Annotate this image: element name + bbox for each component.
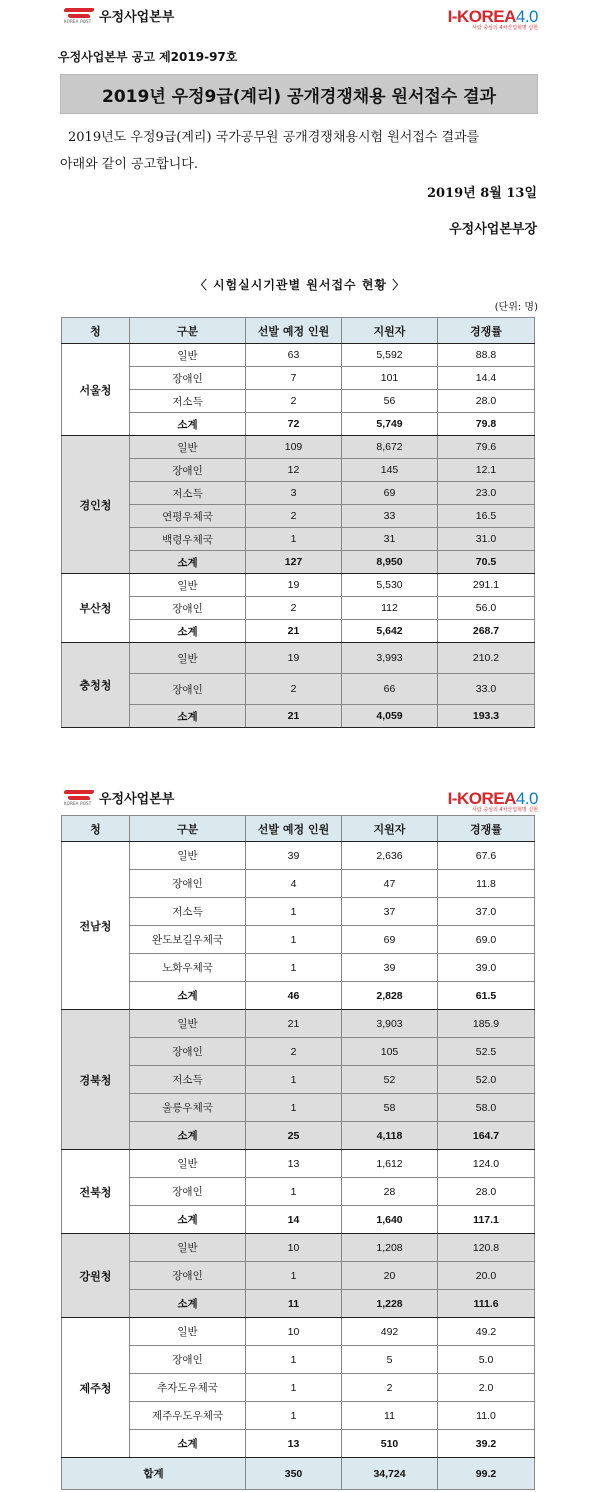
category-cell: 장애인	[130, 1178, 246, 1206]
ratio-cell: 164.7	[438, 1122, 535, 1150]
body-paragraph: 2019년도 우정9급(계리) 국가공무원 공개경쟁채용시험 원서접수 결과를 아래와 같이 공고합니다.	[60, 130, 480, 172]
quota-cell: 10	[246, 1318, 342, 1346]
total-ratio: 99.2	[438, 1458, 535, 1490]
quota-cell: 1	[246, 1066, 342, 1094]
quota-cell: 2	[246, 597, 342, 620]
ratio-cell: 23.0	[438, 482, 535, 505]
ratio-cell: 291.1	[438, 574, 535, 597]
ratio-cell: 11.8	[438, 870, 535, 898]
table-row	[62, 954, 535, 982]
quota-cell: 2	[246, 505, 342, 528]
table-row	[62, 1150, 535, 1178]
quota-cell: 13	[246, 1430, 342, 1458]
notice-number: 우정사업본부 공고 제2019-97호	[58, 50, 238, 64]
applicants-cell: 33	[342, 505, 438, 528]
category-cell: 장애인	[130, 597, 246, 620]
applicants-cell: 3,903	[342, 1010, 438, 1038]
quota-cell: 3	[246, 482, 342, 505]
quota-cell: 2	[246, 1038, 342, 1066]
category-cell: 저소득	[130, 1066, 246, 1094]
quota-cell: 21	[246, 620, 342, 643]
quota-cell: 1	[246, 1262, 342, 1290]
ratio-cell: 11.0	[438, 1402, 535, 1430]
quota-cell: 39	[246, 842, 342, 870]
ratio-cell: 56.0	[438, 597, 535, 620]
table-row	[62, 1402, 535, 1430]
ratio-cell: 120.8	[438, 1234, 535, 1262]
category-cell: 소계	[130, 1430, 246, 1458]
total-quota: 350	[246, 1458, 342, 1490]
applicants-cell: 69	[342, 482, 438, 505]
category-cell: 장애인	[130, 367, 246, 390]
applicants-cell: 37	[342, 898, 438, 926]
col-header-ratio: 경쟁률	[438, 318, 535, 344]
region-cell: 경인청	[62, 436, 130, 574]
table-row	[62, 459, 535, 482]
table-row	[62, 1374, 535, 1402]
applicants-cell: 510	[342, 1430, 438, 1458]
document-title: 2019년 우정9급(계리) 공개경쟁채용 원서접수 결과	[60, 74, 538, 114]
total-label: 합계	[62, 1458, 246, 1490]
quota-cell: 1	[246, 528, 342, 551]
ratio-cell: 193.3	[438, 705, 535, 728]
total-applicants: 34,724	[342, 1458, 438, 1490]
table-row	[62, 482, 535, 505]
subtotal-row	[62, 982, 535, 1010]
applicants-cell: 8,672	[342, 436, 438, 459]
ratio-cell: 185.9	[438, 1010, 535, 1038]
region-cell: 충청청	[62, 643, 130, 728]
ratio-cell: 28.0	[438, 390, 535, 413]
category-cell: 장애인	[130, 459, 246, 482]
applicants-cell: 1,640	[342, 1206, 438, 1234]
quota-cell: 1	[246, 1346, 342, 1374]
applicants-cell: 2,828	[342, 982, 438, 1010]
category-cell: 소계	[130, 705, 246, 728]
quota-cell: 1	[246, 1178, 342, 1206]
notice-date: 2019년 8월 13일	[426, 186, 537, 201]
table-row	[62, 390, 535, 413]
ratio-cell: 117.1	[438, 1206, 535, 1234]
category-cell: 제주우도우체국	[130, 1402, 246, 1430]
table-row	[62, 505, 535, 528]
applicants-cell: 2,636	[342, 842, 438, 870]
korea-post-logo	[64, 6, 174, 25]
applicants-cell: 5,642	[342, 620, 438, 643]
ratio-cell: 5.0	[438, 1346, 535, 1374]
category-cell: 소계	[130, 982, 246, 1010]
korea-post-emblem-icon: KOREA POST	[64, 790, 94, 806]
category-cell: 일반	[130, 574, 246, 597]
ratio-cell: 20.0	[438, 1262, 535, 1290]
region-cell: 서울청	[62, 344, 130, 436]
ratio-cell: 16.5	[438, 505, 535, 528]
table-row	[62, 643, 535, 674]
table-row	[62, 1262, 535, 1290]
table-row	[62, 1318, 535, 1346]
table-row	[62, 344, 535, 367]
ratio-cell: 70.5	[438, 551, 535, 574]
table-row	[62, 1178, 535, 1206]
category-cell: 울릉우체국	[130, 1094, 246, 1122]
subtotal-row	[62, 705, 535, 728]
table-row	[62, 1234, 535, 1262]
category-cell: 일반	[130, 1318, 246, 1346]
applicants-cell: 1,208	[342, 1234, 438, 1262]
applicants-cell: 69	[342, 926, 438, 954]
applicants-cell: 39	[342, 954, 438, 982]
ratio-cell: 268.7	[438, 620, 535, 643]
category-cell: 장애인	[130, 870, 246, 898]
applicants-cell: 66	[342, 674, 438, 705]
applicants-cell: 28	[342, 1178, 438, 1206]
ratio-cell: 12.1	[438, 459, 535, 482]
table-row	[62, 528, 535, 551]
ratio-cell: 111.6	[438, 1290, 535, 1318]
subtotal-row	[62, 620, 535, 643]
applicants-cell: 2	[342, 1374, 438, 1402]
applicants-cell: 492	[342, 1318, 438, 1346]
ratio-cell: 39.0	[438, 954, 535, 982]
quota-cell: 19	[246, 574, 342, 597]
category-cell: 소계	[130, 1122, 246, 1150]
applicants-cell: 58	[342, 1094, 438, 1122]
signer: 우정사업본부장	[449, 222, 537, 237]
table-row	[62, 842, 535, 870]
table-row	[62, 870, 535, 898]
results-table-2	[61, 815, 535, 1490]
ratio-cell: 2.0	[438, 1374, 535, 1402]
ratio-cell: 67.6	[438, 842, 535, 870]
subtotal-row	[62, 1206, 535, 1234]
table-row	[62, 1038, 535, 1066]
category-cell: 소계	[130, 551, 246, 574]
category-cell: 일반	[130, 842, 246, 870]
org-name: 우정사업본부	[99, 10, 175, 25]
col-header-ratio: 경쟁률	[438, 816, 535, 842]
quota-cell: 12	[246, 459, 342, 482]
category-cell: 백령우체국	[130, 528, 246, 551]
col-header-applicants: 지원자	[342, 318, 438, 344]
category-cell: 소계	[130, 413, 246, 436]
applicants-cell: 5	[342, 1346, 438, 1374]
quota-cell: 1	[246, 898, 342, 926]
section-title: 〈 시험실시기관별 원서접수 현황 〉	[194, 278, 406, 292]
region-cell: 부산청	[62, 574, 130, 643]
region-cell: 경북청	[62, 1010, 130, 1150]
region-cell: 전북청	[62, 1150, 130, 1234]
quota-cell: 1	[246, 954, 342, 982]
quota-cell: 72	[246, 413, 342, 436]
col-header-quota: 선발 예정 인원	[246, 816, 342, 842]
table-row	[62, 674, 535, 705]
applicants-cell: 112	[342, 597, 438, 620]
category-cell: 저소득	[130, 390, 246, 413]
quota-cell: 14	[246, 1206, 342, 1234]
category-cell: 노화우체국	[130, 954, 246, 982]
category-cell: 장애인	[130, 1346, 246, 1374]
applicants-cell: 105	[342, 1038, 438, 1066]
ratio-cell: 61.5	[438, 982, 535, 1010]
quota-cell: 13	[246, 1150, 342, 1178]
category-cell: 저소득	[130, 898, 246, 926]
unit-label: (단위: 명)	[494, 302, 538, 313]
ratio-cell: 88.8	[438, 344, 535, 367]
category-cell: 일반	[130, 1150, 246, 1178]
applicants-cell: 8,950	[342, 551, 438, 574]
col-header-applicants: 지원자	[342, 816, 438, 842]
table-row	[62, 926, 535, 954]
org-name-2: 우정사업본부	[99, 792, 175, 807]
ratio-cell: 79.8	[438, 413, 535, 436]
ratio-cell: 79.6	[438, 436, 535, 459]
applicants-cell: 101	[342, 367, 438, 390]
category-cell: 일반	[130, 436, 246, 459]
table-row	[62, 597, 535, 620]
subtotal-row	[62, 551, 535, 574]
quota-cell: 46	[246, 982, 342, 1010]
quota-cell: 109	[246, 436, 342, 459]
applicants-cell: 56	[342, 390, 438, 413]
category-cell: 장애인	[130, 1262, 246, 1290]
table-row	[62, 436, 535, 459]
i-korea-logo-2: I-KOREA4.0 사람 중심의 4차산업혁명 실현	[447, 789, 538, 813]
col-header-category: 구분	[130, 816, 246, 842]
ratio-cell: 31.0	[438, 528, 535, 551]
quota-cell: 11	[246, 1290, 342, 1318]
category-cell: 일반	[130, 1010, 246, 1038]
quota-cell: 127	[246, 551, 342, 574]
ratio-cell: 33.0	[438, 674, 535, 705]
table-row	[62, 574, 535, 597]
korea-post-logo-2	[64, 788, 174, 807]
quota-cell: 10	[246, 1234, 342, 1262]
applicants-cell: 1,612	[342, 1150, 438, 1178]
category-cell: 소계	[130, 620, 246, 643]
ratio-cell: 58.0	[438, 1094, 535, 1122]
ratio-cell: 37.0	[438, 898, 535, 926]
table-row	[62, 1066, 535, 1094]
quota-cell: 7	[246, 367, 342, 390]
quota-cell: 63	[246, 344, 342, 367]
applicants-cell: 4,118	[342, 1122, 438, 1150]
applicants-cell: 52	[342, 1066, 438, 1094]
quota-cell: 1	[246, 1374, 342, 1402]
applicants-cell: 5,592	[342, 344, 438, 367]
subtotal-row	[62, 1290, 535, 1318]
applicants-cell: 4,059	[342, 705, 438, 728]
table-row	[62, 898, 535, 926]
results-table-1	[61, 317, 535, 728]
applicants-cell: 5,749	[342, 413, 438, 436]
category-cell: 일반	[130, 643, 246, 674]
applicants-cell: 3,993	[342, 643, 438, 674]
quota-cell: 19	[246, 643, 342, 674]
category-cell: 저소득	[130, 482, 246, 505]
quota-cell: 1	[246, 1094, 342, 1122]
quota-cell: 2	[246, 674, 342, 705]
ratio-cell: 210.2	[438, 643, 535, 674]
applicants-cell: 11	[342, 1402, 438, 1430]
category-cell: 완도보길우체국	[130, 926, 246, 954]
subtotal-row	[62, 1122, 535, 1150]
applicants-cell: 145	[342, 459, 438, 482]
quota-cell: 1	[246, 926, 342, 954]
quota-cell: 2	[246, 390, 342, 413]
col-header-office: 청	[62, 816, 130, 842]
quota-cell: 4	[246, 870, 342, 898]
ratio-cell: 69.0	[438, 926, 535, 954]
table-row	[62, 367, 535, 390]
ratio-cell: 28.0	[438, 1178, 535, 1206]
ratio-cell: 124.0	[438, 1150, 535, 1178]
region-cell: 제주청	[62, 1318, 130, 1458]
applicants-cell: 20	[342, 1262, 438, 1290]
subtotal-row	[62, 413, 535, 436]
ratio-cell: 39.2	[438, 1430, 535, 1458]
ratio-cell: 52.0	[438, 1066, 535, 1094]
category-cell: 일반	[130, 1234, 246, 1262]
quota-cell: 21	[246, 1010, 342, 1038]
applicants-cell: 1,228	[342, 1290, 438, 1318]
applicants-cell: 47	[342, 870, 438, 898]
quota-cell: 21	[246, 705, 342, 728]
col-header-category: 구분	[130, 318, 246, 344]
subtotal-row	[62, 1430, 535, 1458]
category-cell: 일반	[130, 344, 246, 367]
ratio-cell: 49.2	[438, 1318, 535, 1346]
applicants-cell: 5,530	[342, 574, 438, 597]
table-row	[62, 1346, 535, 1374]
region-cell: 전남청	[62, 842, 130, 1010]
applicants-cell: 31	[342, 528, 438, 551]
col-header-office: 청	[62, 318, 130, 344]
ratio-cell: 52.5	[438, 1038, 535, 1066]
region-cell: 강원청	[62, 1234, 130, 1318]
quota-cell: 1	[246, 1402, 342, 1430]
korea-post-emblem-icon: KOREA POST	[64, 8, 94, 24]
category-cell: 소계	[130, 1206, 246, 1234]
category-cell: 추자도우체국	[130, 1374, 246, 1402]
table-row	[62, 1094, 535, 1122]
category-cell: 소계	[130, 1290, 246, 1318]
category-cell: 연평우체국	[130, 505, 246, 528]
quota-cell: 25	[246, 1122, 342, 1150]
table-row	[62, 1010, 535, 1038]
ratio-cell: 14.4	[438, 367, 535, 390]
col-header-quota: 선발 예정 인원	[246, 318, 342, 344]
total-row	[62, 1458, 535, 1490]
category-cell: 장애인	[130, 1038, 246, 1066]
i-korea-logo: I-KOREA4.0 사람 중심의 4차산업혁명 실현	[447, 7, 538, 31]
category-cell: 장애인	[130, 674, 246, 705]
